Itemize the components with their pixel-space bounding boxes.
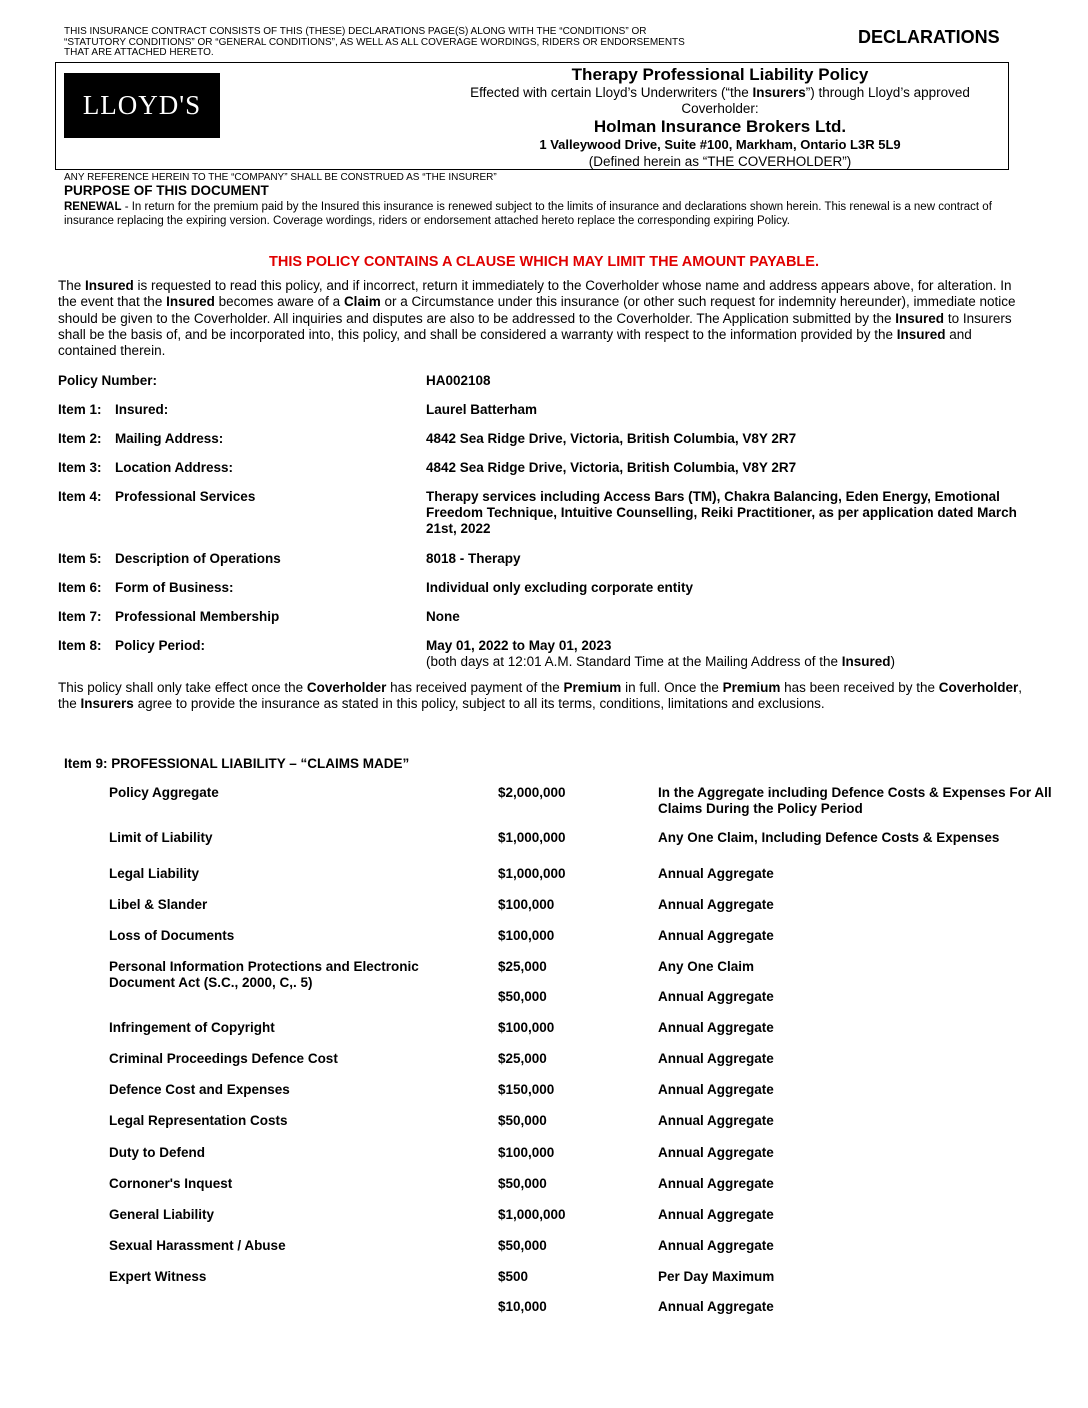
policy-title: Therapy Professional Liability Policy (571, 65, 869, 84)
coverage-description: Any One Claim, Including Defence Costs & Expenses (658, 830, 1000, 845)
coverage-description: Annual Aggregate (658, 1020, 774, 1035)
item-value: Individual only excluding corporate entity (426, 580, 694, 595)
coverage-amount: $100,000 (498, 897, 555, 912)
coverage-description: Annual Aggregate (658, 989, 774, 1004)
item-label: Item 3: Location Address: (58, 460, 234, 475)
coverage-description: Annual Aggregate (658, 866, 774, 881)
coverage-description: Annual Aggregate (658, 897, 774, 912)
purpose-heading: PURPOSE OF THIS DOCUMENT (64, 183, 269, 198)
lloyds-logo: LLOYD'S (64, 73, 220, 138)
coverage-description: Per Day Maximum (658, 1269, 775, 1284)
coverage-name: Legal Liability (109, 866, 200, 881)
coverholder-defined: (Defined herein as “THE COVERHOLDER”) (588, 154, 852, 169)
coverage-description: Annual Aggregate (658, 1238, 774, 1253)
coverage-name: Legal Representation Costs (109, 1113, 288, 1128)
coverage-amount: $1,000,000 (498, 830, 566, 845)
contract-notice: THIS INSURANCE CONTRACT CONSISTS OF THIS (THESE) DECLARATIONS PAGE(S) ALONG WITH THE “CONDITIONS” OR “STATUTORY CONDITIONS” OR “GENERAL CONDITIONS”, AS WELL AS ALL COVERAGE WORDINGS, RIDERS OR ENDORSEMENTS THAT ARE ATTACHED HERETO. (64, 26, 685, 58)
closing-paragraph: This policy shall only take effect once the Coverholder has received payment of the Premium in full. Once the Premium has been received by the Coverholder, the Insurers agree to provide the insurance as stated in this policy, subject to all its terms, conditions, limitations and exclusions. (58, 680, 1023, 712)
item-value: Therapy services including Access Bars (TM), Chakra Balancing, Eden Energy, Emotional Freedom Technique, Intuitive Counselling, Reiki Practitioner, as per application dated March 21st, 2022 (426, 489, 1017, 536)
coverage-amount: $150,000 (498, 1082, 555, 1097)
item9-heading: Item 9: PROFESSIONAL LIABILITY – “CLAIMS MADE” (64, 756, 410, 771)
coverage-name: Expert Witness (109, 1269, 207, 1284)
policy-number-value: HA002108 (426, 373, 491, 388)
item-value: 4842 Sea Ridge Drive, Victoria, British Columbia, V8Y 2R7 (426, 460, 797, 475)
coverage-amount: $2,000,000 (498, 785, 566, 800)
coverholder-address: 1 Valleywood Drive, Suite #100, Markham, Ontario L3R 5L9 (539, 137, 901, 152)
coverage-amount: $1,000,000 (498, 1207, 566, 1222)
declarations-title: DECLARATIONS (858, 27, 1000, 47)
coverage-amount: $100,000 (498, 1020, 555, 1035)
coverage-amount: $500 (498, 1269, 529, 1284)
item-label: Item 6: Form of Business: (58, 580, 234, 595)
item-value: 4842 Sea Ridge Drive, Victoria, British Columbia, V8Y 2R7 (426, 431, 797, 446)
item-value: Laurel Batterham (426, 402, 538, 417)
coverholder-name: Holman Insurance Brokers Ltd. (593, 117, 847, 136)
item-value: None (426, 609, 460, 624)
coverage-amount: $50,000 (498, 1113, 547, 1128)
policy-number-label: Policy Number: (58, 373, 158, 388)
coverage-name: Sexual Harassment / Abuse (109, 1238, 286, 1253)
coverage-description: Any One Claim (658, 959, 755, 974)
coverage-name: Cornoner's Inquest (109, 1176, 233, 1191)
coverage-description: Annual Aggregate (658, 1051, 774, 1066)
coverage-amount: $25,000 (498, 959, 547, 974)
coverage-name: Criminal Proceedings Defence Cost (109, 1051, 338, 1066)
item-value: May 01, 2022 to May 01, 2023 (both days at 12:01 A.M. Standard Time at the Mailing Address of the Insured) (426, 638, 896, 669)
item-label: Item 4: Professional Services (58, 489, 256, 504)
item-value: 8018 - Therapy (426, 551, 521, 566)
intro-paragraph: The Insured is requested to read this policy, and if incorrect, return it immediately to the Coverholder whose name and address appears above, for alteration. In the event that the Insured becomes aware of a Claim or a Circumstance under this insurance (or other such request for indemnity hereunder), immediate notice should be given to the Coverholder. All inquiries and disputes are also to be addressed to the Coverholder. The Application submitted by the Insured to Insurers shall be the basis of, and be incorporated into, this policy, and shall be considered a warranty with respect to the information provided by the Insured and contained therein. (58, 278, 1016, 359)
coverage-description: In the Aggregate including Defence Costs & Expenses For All Claims During the Policy Period (658, 785, 1052, 816)
coverage-amount: $100,000 (498, 928, 555, 943)
coverage-amount: $1,000,000 (498, 866, 566, 881)
coverage-description: Annual Aggregate (658, 1176, 774, 1191)
coverage-description: Annual Aggregate (658, 928, 774, 943)
coverage-description: Annual Aggregate (658, 1113, 774, 1128)
coverage-name: Limit of Liability (109, 830, 213, 845)
coverage-amount: $25,000 (498, 1051, 547, 1066)
item-label: Item 5: Description of Operations (58, 551, 281, 566)
coverage-description: Annual Aggregate (658, 1207, 774, 1222)
reference-note: ANY REFERENCE HEREIN TO THE “COMPANY” SHALL BE CONSTRUED AS “THE INSURER” (64, 172, 497, 183)
coverage-name: Loss of Documents (109, 928, 235, 943)
coverage-name: Duty to Defend (109, 1145, 205, 1160)
coverage-name: Personal Information Protections and Electronic Document Act (S.C., 2000, C,. 5) (109, 959, 419, 990)
item-label: Item 8: Policy Period: (58, 638, 206, 653)
item-label: Item 7: Professional Membership (58, 609, 280, 624)
coverage-name: Defence Cost and Expenses (109, 1082, 290, 1097)
coverage-name: General Liability (109, 1207, 215, 1222)
coverage-amount: $50,000 (498, 989, 547, 1004)
coverage-name: Infringement of Copyright (109, 1020, 275, 1035)
item-label: Item 1: Insured: (58, 402, 169, 417)
coverage-amount: $10,000 (498, 1299, 547, 1314)
coverage-description: Annual Aggregate (658, 1145, 774, 1160)
coverage-amount: $50,000 (498, 1176, 547, 1191)
coverage-description: Annual Aggregate (658, 1299, 774, 1314)
coverage-amount: $100,000 (498, 1145, 555, 1160)
coverage-name: Policy Aggregate (109, 785, 219, 800)
coverage-amount: $50,000 (498, 1238, 547, 1253)
coverage-description: Annual Aggregate (658, 1082, 774, 1097)
effected-text: Effected with certain Lloyd’s Underwriters (“the Insurers”) through Lloyd’s approved Coverholder: (470, 85, 970, 116)
limit-warning: THIS POLICY CONTAINS A CLAUSE WHICH MAY LIMIT THE AMOUNT PAYABLE. (269, 254, 819, 270)
coverage-name: Libel & Slander (109, 897, 208, 912)
renewal-paragraph: RENEWAL - In return for the premium paid by the Insured this insurance is renewed subject to the limits of insurance and declarations shown herein. This renewal is a new contract of insurance replacing the expiring version. Coverage wordings, riders or endorsement attached hereto replace the corresponding expiring Policy. (64, 201, 992, 227)
item-label: Item 2: Mailing Address: (58, 431, 224, 446)
